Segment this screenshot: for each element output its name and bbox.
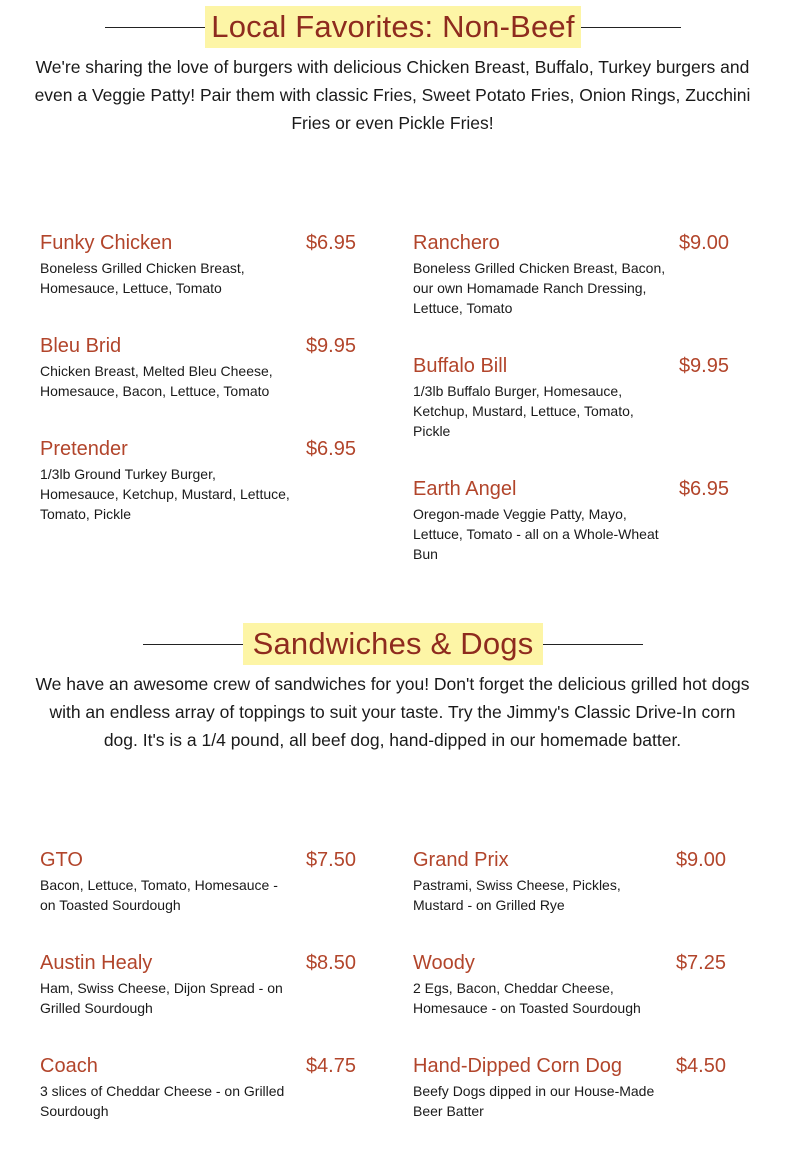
section-title: Sandwiches & Dogs	[243, 623, 543, 665]
item-name: Woody	[413, 952, 475, 974]
title-rule-left	[105, 27, 205, 28]
item-name: Bleu Brid	[40, 335, 122, 357]
item-price: $7.50	[305, 849, 356, 871]
item-description: Chicken Breast, Melted Bleu Cheese, Homesauce, Bacon, Lettuce, Tomato	[40, 363, 273, 399]
item-description: 2 Egs, Bacon, Cheddar Cheese, Homesauce - on Toasted Sourdough	[413, 980, 641, 1016]
item-description: Pastrami, Swiss Cheese, Pickles, Mustard - on Grilled Rye	[413, 877, 621, 913]
section-title: Local Favorites: Non-Beef	[205, 6, 581, 48]
item-name: Hand-Dipped Corn Dog	[413, 1055, 623, 1077]
item-name: Grand Prix	[413, 849, 509, 871]
title-rule-right	[581, 27, 681, 28]
item-description: 3 slices of Cheddar Cheese - on Grilled Sourdough	[40, 1083, 285, 1119]
item-price: $6.95	[305, 232, 356, 254]
title-rule-left	[143, 644, 243, 645]
section-title-row	[0, 623, 785, 665]
item-price: $4.75	[305, 1055, 356, 1077]
item-description: Beefy Dogs dipped in our House-Made Beer Batter	[413, 1083, 655, 1119]
item-description: Oregon-made Veggie Patty, Mayo, Lettuce, Tomato - all on a Whole-Wheat Bun	[413, 506, 659, 562]
item-price: $9.00	[678, 232, 729, 254]
item-price: $8.50	[305, 952, 356, 974]
item-name: Funky Chicken	[40, 232, 173, 254]
item-description: Boneless Grilled Chicken Breast, Homesauce, Lettuce, Tomato	[40, 260, 245, 296]
item-price: $9.00	[675, 849, 726, 871]
item-name: Pretender	[40, 438, 128, 460]
item-price: $9.95	[678, 355, 729, 377]
item-name: Ranchero	[413, 232, 500, 254]
section-intro: We're sharing the love of burgers with delicious Chicken Breast, Buffalo, Turkey burgers and even a Veggie Patty! Pair them with classic Fries, Sweet Potato Fries, Onion Rings, Zucchini Fries or even Pickle Fries!	[34, 57, 751, 133]
item-price: $6.95	[305, 438, 356, 460]
title-rule-right	[543, 644, 643, 645]
item-name: Earth Angel	[413, 478, 517, 500]
item-name: Coach	[40, 1055, 98, 1077]
item-name: Austin Healy	[40, 952, 153, 974]
section-title-row	[0, 6, 785, 48]
item-price: $6.95	[678, 478, 729, 500]
item-description: Boneless Grilled Chicken Breast, Bacon, our own Homamade Ranch Dressing, Lettuce, Tomato	[413, 260, 666, 316]
item-price: $7.25	[675, 952, 726, 974]
item-description: Bacon, Lettuce, Tomato, Homesauce - on Toasted Sourdough	[40, 877, 278, 913]
item-price: $4.50	[675, 1055, 726, 1077]
item-name: Buffalo Bill	[413, 355, 508, 377]
item-name: GTO	[40, 849, 83, 871]
item-description: Ham, Swiss Cheese, Dijon Spread - on Grilled Sourdough	[40, 980, 283, 1016]
section-intro: We have an awesome crew of sandwiches for you! Don't forget the delicious grilled hot dogs with an endless array of toppings to suit your taste. Try the Jimmy's Classic Drive-In corn dog. It's is a 1/4 pound, all beef dog, hand-dipped in our homemade batter.	[35, 674, 750, 750]
item-description: 1/3lb Buffalo Burger, Homesauce, Ketchup, Mustard, Lettuce, Tomato, Pickle	[413, 383, 634, 439]
item-price: $9.95	[305, 335, 356, 357]
item-description: 1/3lb Ground Turkey Burger, Homesauce, Ketchup, Mustard, Lettuce, Tomato, Pickle	[40, 466, 290, 522]
